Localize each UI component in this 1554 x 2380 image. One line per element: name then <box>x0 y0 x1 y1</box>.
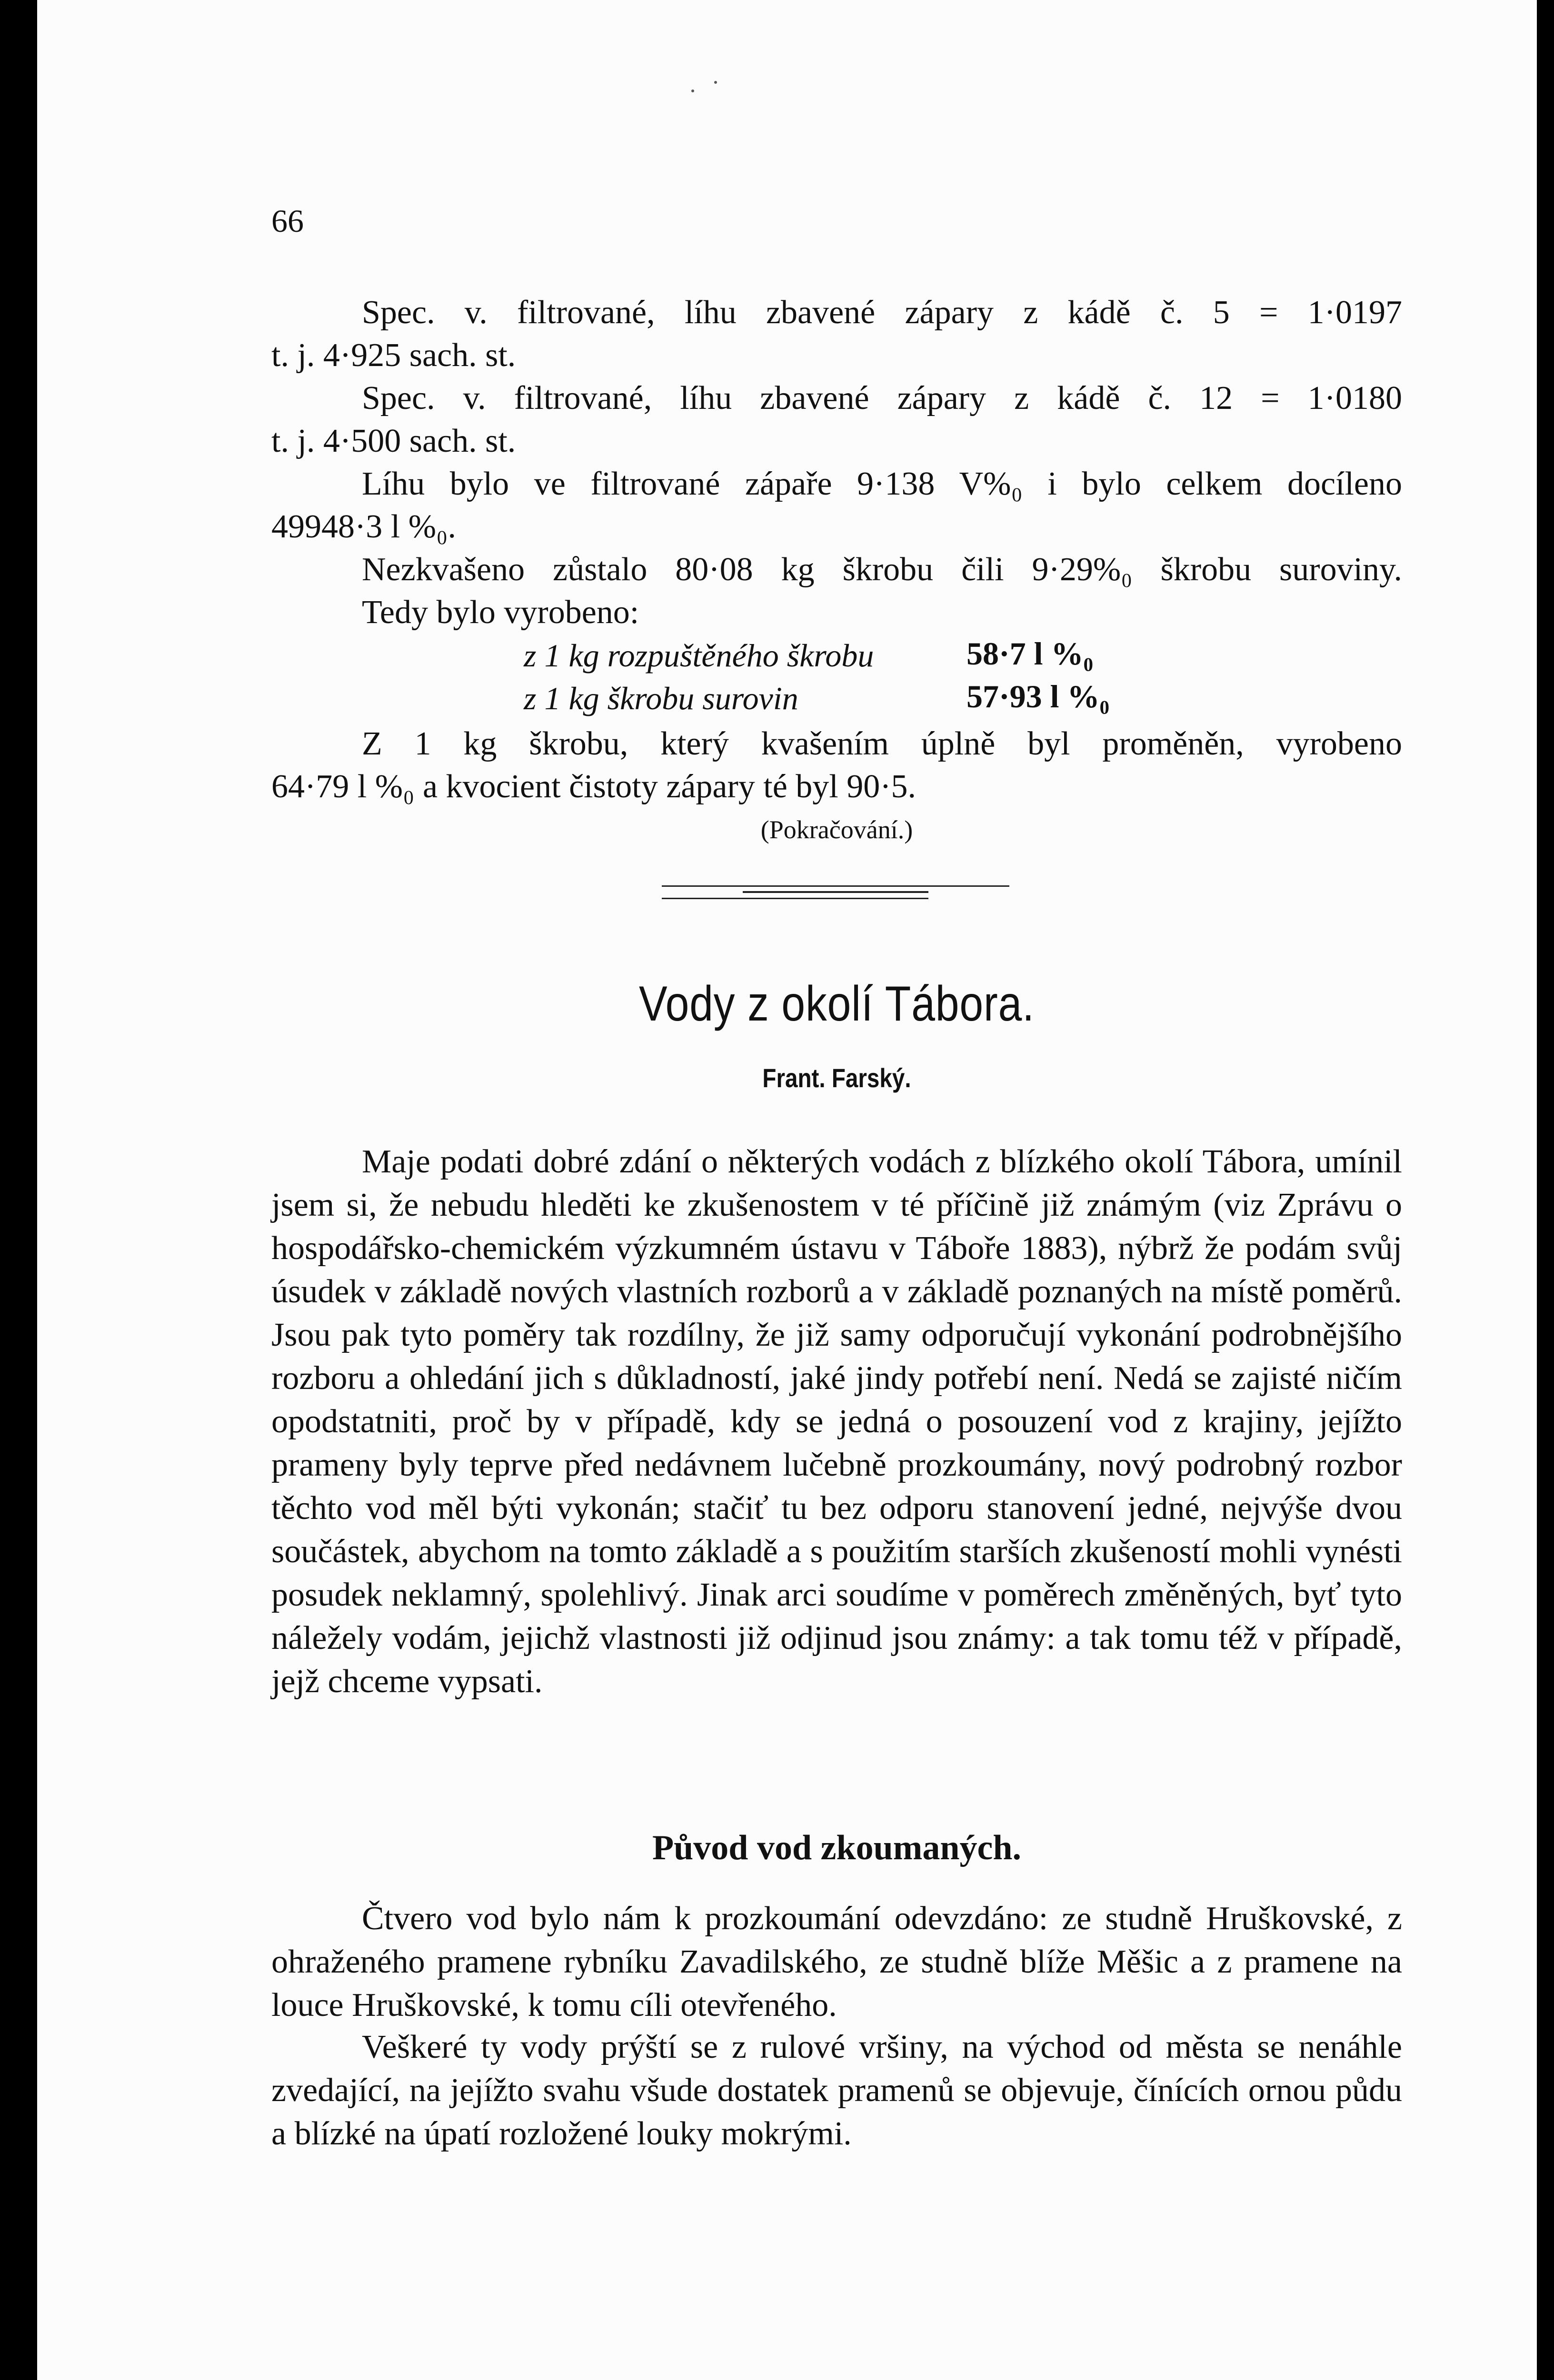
text-line: Nezkvašeno zůstalo 80·08 kg škrobu čili 9·29%₀ škrobu suroviny. <box>362 551 1402 588</box>
text-line: Spec. v. filtrované, líhu zbavené zápary z kádě č. 5 = 1·0197 <box>362 294 1402 331</box>
yield-row-value: 58·7 l %₀ <box>966 635 1093 672</box>
author-wrap <box>271 1062 1402 1093</box>
paragraph <box>271 1140 1402 1703</box>
text-line: Spec. v. filtrované, líhu zbavené zápary z kádě č. 12 = 1·0180 <box>362 380 1402 416</box>
text-line: Z 1 kg škrobu, který kvašením úplně byl proměněn, vyrobeno <box>362 725 1402 762</box>
continued-note: (Pokračování.) <box>760 815 913 844</box>
text-line: Líhu bylo ve filtrované zápaře 9·138 V%₀ i bylo celkem docíleno <box>362 466 1402 502</box>
article-title-wrap <box>271 976 1402 1032</box>
paragraph <box>271 2025 1402 2155</box>
text-line: t. j. 4·925 sach. st. <box>271 337 516 374</box>
scan-speck <box>691 89 694 92</box>
text-line: 49948·3 l %₀. <box>271 508 456 545</box>
paragraph <box>271 1897 1402 2027</box>
paragraph-text: Veškeré ty vody prýští se z rulové vršiny, na východ od města se nenáhle zvedající, na jejížto svahu všude dostatek pramenů se objevuje, čínících ornou půdu a blízké na úpatí rozložené louky mokrými. <box>271 2029 1402 2152</box>
divider-rule <box>662 885 1009 887</box>
section-heading: Původ vod zkoumaných. <box>652 1828 1022 1867</box>
divider-rule <box>662 898 928 899</box>
divider-rule <box>743 891 928 893</box>
scan-speck <box>714 81 717 84</box>
text-line: Tedy bylo vyrobeno: <box>362 594 639 631</box>
yield-row-label: z 1 kg rozpuštěného škrobu <box>524 637 874 674</box>
section-heading-wrap <box>271 1828 1402 1868</box>
yield-row <box>524 680 798 717</box>
article-title: Vody z okolí Tábora. <box>639 976 1035 1031</box>
yield-row-label: z 1 kg škrobu surovin <box>524 680 798 716</box>
paragraph-text: Čtvero vod bylo nám k prozkoumání odevzdáno: ze studně Hruškovské, z ohraženého pramene rybníku Zavadilského, ze studně blíže Měšic a z pramene na louce Hruškovské, k tomu cíli otevřeného. <box>271 1900 1402 2023</box>
text-line: 64·79 l %₀ a kvocient čistoty zápary té byl 90·5. <box>271 768 916 805</box>
yield-row-value: 57·93 l %₀ <box>966 678 1109 714</box>
text-line: t. j. 4·500 sach. st. <box>271 423 516 459</box>
article-author: Frant. Farský. <box>762 1063 911 1093</box>
page-number: 66 <box>271 203 304 239</box>
yield-row <box>524 637 874 674</box>
paragraph-text: Maje podati dobré zdání o některých vodách z blízkého okolí Tábora, umínil jsem si, že nebudu hleděti ke zkušenostem v té příčině již známým (viz Zprávu o hospodářsko-chemickém výzkumném ústavu v Táboře 1883), nýbrž že podám svůj úsudek v základě nových vlastních rozborů a v základě poznaných na místě poměrů. Jsou pak tyto poměry tak rozdílny, že již samy odporučují vykonání podrobnějšího rozboru a ohledání jich s důkladností, jaké jindy potřebí není. Nedá se zajisté ničím opodstatniti, proč by v případě, kdy se jedná o posouzení vod z krajiny, jejížto prameny byly teprve před nedávnem lučebně prozkoumány, nový podrobný rozbor těchto vod měl býti vykonán; stačiť tu bez odporu stanovení jedné, nejvýše dvou součástek, abychom na tomto základě a s použitím starších zkušeností mohli vynésti posudek neklamný, spolehlivý. Jinak arci soudíme v poměrech změněných, byť tyto náležely vodám, jejichž vlastnosti již odjinud jsou známy: a tak tomu též v případě, jejž chceme vypsati. <box>271 1143 1402 1700</box>
